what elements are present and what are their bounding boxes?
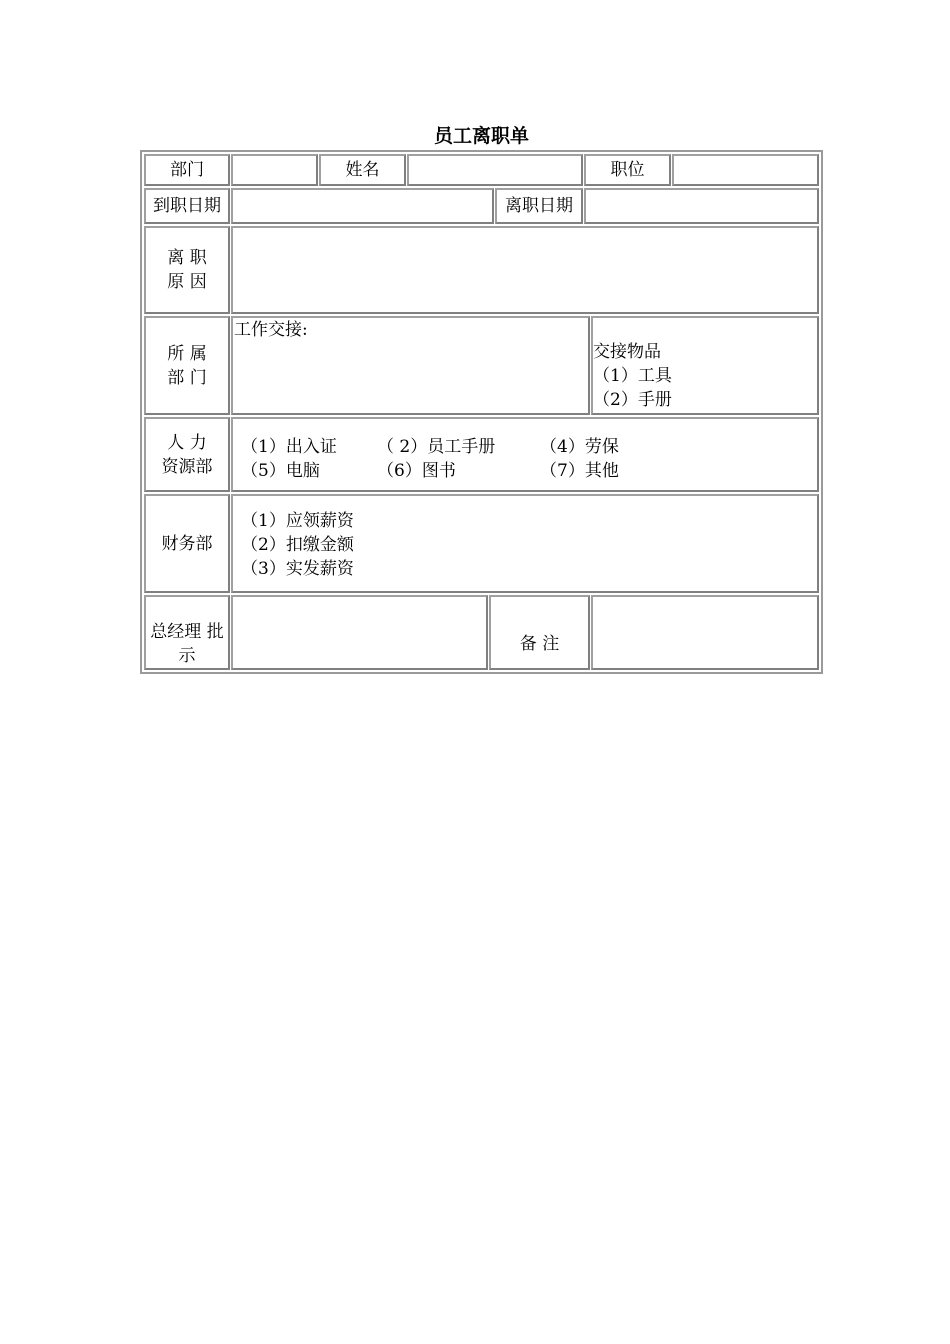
reason-label-line1: 离 职 <box>167 248 207 268</box>
hr-item-other: （7）其他 <box>540 460 619 481</box>
handover-item-tools: （1）工具 <box>593 366 672 386</box>
department-label-line1: 所 属 <box>167 343 207 364</box>
form-title: 员工离职单 <box>433 125 529 147</box>
finance-item-salary-due: （1）应领薪资 <box>241 510 354 531</box>
hr-item-access-card: （1）出入证 <box>241 436 337 457</box>
hr-items-row2 <box>241 459 817 483</box>
hr-items-cell <box>231 417 819 492</box>
gm-approval-label-line2: 示 <box>178 645 196 666</box>
gm-approval-field[interactable] <box>231 595 488 670</box>
leave-date-label: 离职日期 <box>495 188 583 224</box>
leave-date-field[interactable] <box>584 188 819 224</box>
reason-label <box>144 226 230 314</box>
remark-label: 备 注 <box>489 595 590 670</box>
name-label: 姓名 <box>319 154 406 186</box>
work-handover-label: 工作交接: <box>234 320 308 340</box>
start-date-label: 到职日期 <box>144 188 230 224</box>
gm-approval-label <box>144 595 230 670</box>
reason-field[interactable] <box>231 226 819 314</box>
department-label-line2: 部 门 <box>167 367 207 388</box>
hr-label-line1: 人 力 <box>167 433 207 453</box>
finance-item-deductions: （2）扣缴金额 <box>241 534 354 555</box>
start-date-field[interactable] <box>231 188 494 224</box>
hr-item-books: （6）图书 <box>377 460 456 481</box>
dept-label: 部门 <box>144 154 230 186</box>
position-label: 职位 <box>584 154 671 186</box>
department-label <box>144 316 230 415</box>
work-handover-field[interactable] <box>231 316 590 415</box>
hr-label <box>144 417 230 492</box>
handover-item-manual: （2）手册 <box>593 390 672 410</box>
name-field[interactable] <box>407 154 583 186</box>
remark-field[interactable] <box>591 595 819 670</box>
finance-items-cell <box>231 494 819 593</box>
hr-item-employee-handbook: （ 2）员工手册 <box>377 436 496 457</box>
hr-item-labor-protection: （4）劳保 <box>540 436 619 457</box>
hr-item-computer: （5）电脑 <box>241 460 320 481</box>
gm-approval-label-line1: 总经理 批 <box>150 621 224 642</box>
hr-items-row1 <box>241 435 817 459</box>
reason-label-line2: 原 因 <box>167 272 207 292</box>
handover-items-title: 交接物品 <box>593 342 661 362</box>
position-field[interactable] <box>672 154 819 186</box>
dept-field[interactable] <box>231 154 318 186</box>
hr-label-line2: 资源部 <box>161 457 213 477</box>
finance-label: 财务部 <box>144 494 230 593</box>
handover-items-cell <box>591 316 819 415</box>
finance-item-net-salary: （3）实发薪资 <box>241 558 354 579</box>
